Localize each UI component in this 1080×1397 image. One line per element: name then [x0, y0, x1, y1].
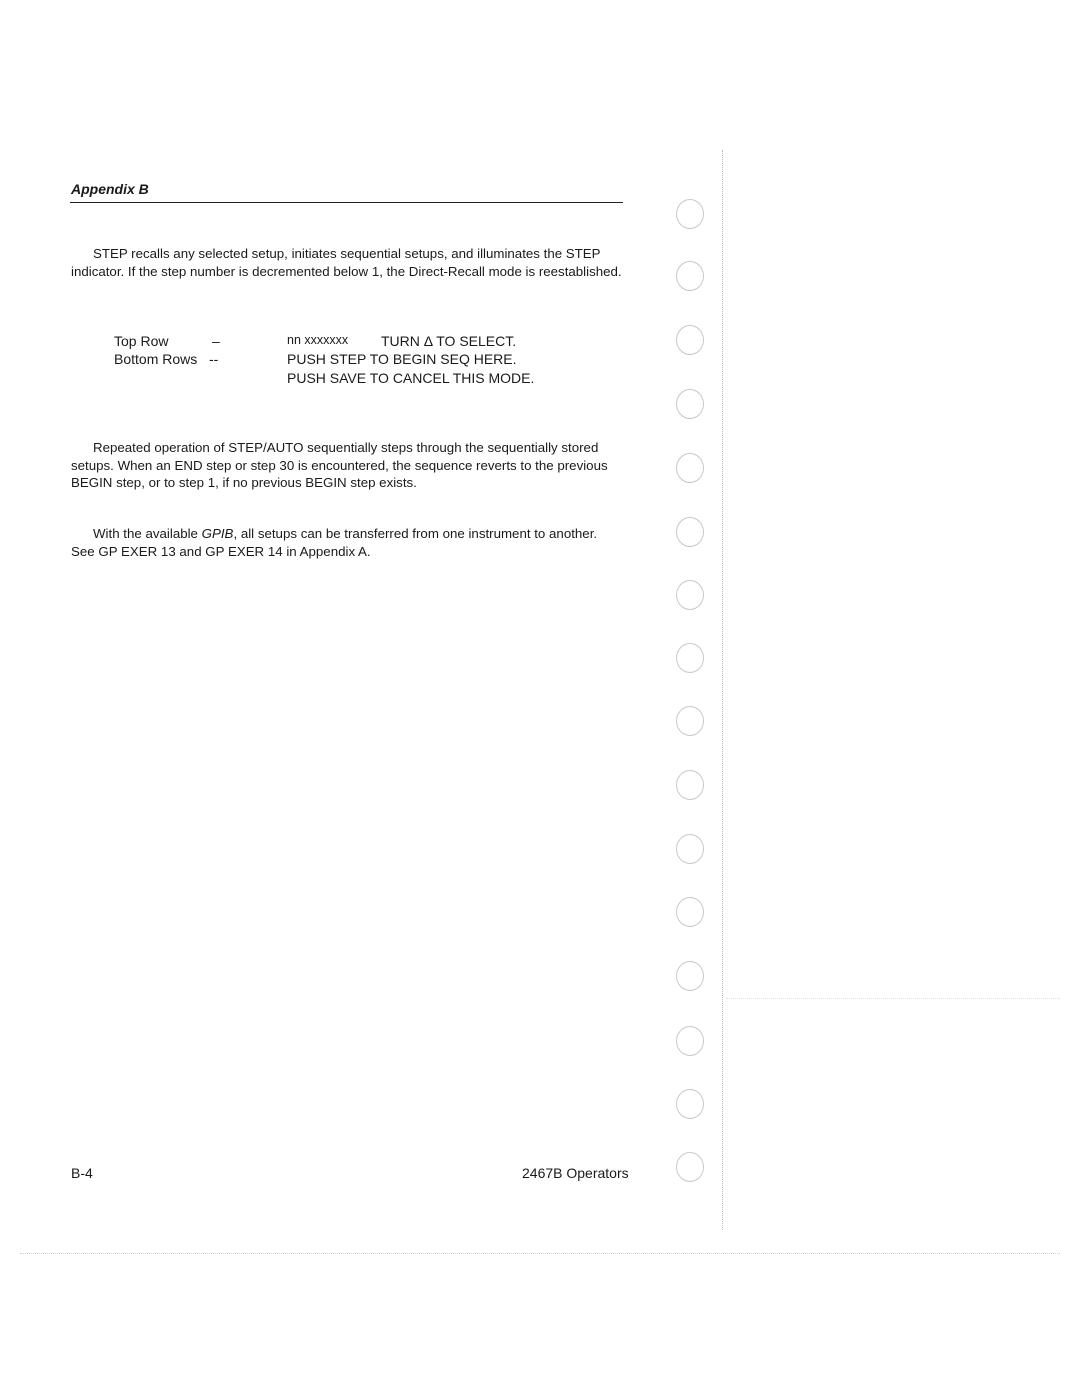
top-row-dash: – — [212, 333, 220, 349]
binder-hole-icon — [676, 1089, 704, 1119]
binder-hole-icon — [676, 580, 704, 610]
scan-artifact-line — [20, 1253, 1060, 1254]
manual-title: 2467B Operators — [522, 1165, 629, 1181]
paragraph-step-recall: STEP recalls any selected setup, initiates sequential setups, and illuminates the STEP indicator. If the step number is decremented below 1, the Direct-Recall mode is reestablished. — [71, 246, 622, 279]
display-line1-text: TURN Δ TO SELECT. — [381, 333, 517, 349]
binder-hole-icon — [676, 643, 704, 673]
binder-hole-icon — [676, 1026, 704, 1056]
binder-hole-icon — [676, 834, 704, 864]
display-line2: PUSH STEP TO BEGIN SEQ HERE. — [287, 351, 517, 367]
section-title: Appendix B — [71, 181, 149, 197]
top-row-label: Top Row — [114, 333, 169, 349]
gpib-term: GPIB — [201, 526, 234, 541]
gpib-text-after: , all setups can be transferred from one instrument to another. See GP EXER 13 and GP EXER 14 in Appendix A. — [71, 526, 598, 559]
binder-hole-icon — [676, 1152, 704, 1182]
binder-hole-icon — [676, 517, 704, 547]
binder-hole-icon — [676, 897, 704, 927]
binder-hole-icon — [676, 325, 704, 355]
header-rule — [70, 202, 623, 203]
page-number: B-4 — [71, 1165, 93, 1181]
display-line1-code: nn xxxxxxx — [287, 333, 349, 347]
display-line3: PUSH SAVE TO CANCEL THIS MODE. — [287, 370, 535, 386]
binder-hole-icon — [676, 389, 704, 419]
scan-artifact-line — [726, 998, 1060, 999]
bottom-rows-label: Bottom Rows — [114, 351, 198, 367]
paragraph-step-auto: Repeated operation of STEP/AUTO sequentially steps through the sequentially stored setups. When an END step or step 30 is encountered, the sequence reverts to the previous BEGIN step, or to step 1, if no previous BEGIN step exists. — [71, 440, 608, 490]
page-edge-line — [722, 150, 723, 1230]
binder-hole-icon — [676, 706, 704, 736]
binder-hole-icon — [676, 770, 704, 800]
binder-hole-icon — [676, 453, 704, 483]
binder-hole-icon — [676, 261, 704, 291]
bottom-rows-dash: -- — [209, 351, 219, 367]
binder-hole-icon — [676, 199, 704, 229]
paragraph-gpib — [71, 525, 623, 560]
binder-hole-icon — [676, 961, 704, 991]
gpib-text-before: With the available — [93, 526, 202, 541]
